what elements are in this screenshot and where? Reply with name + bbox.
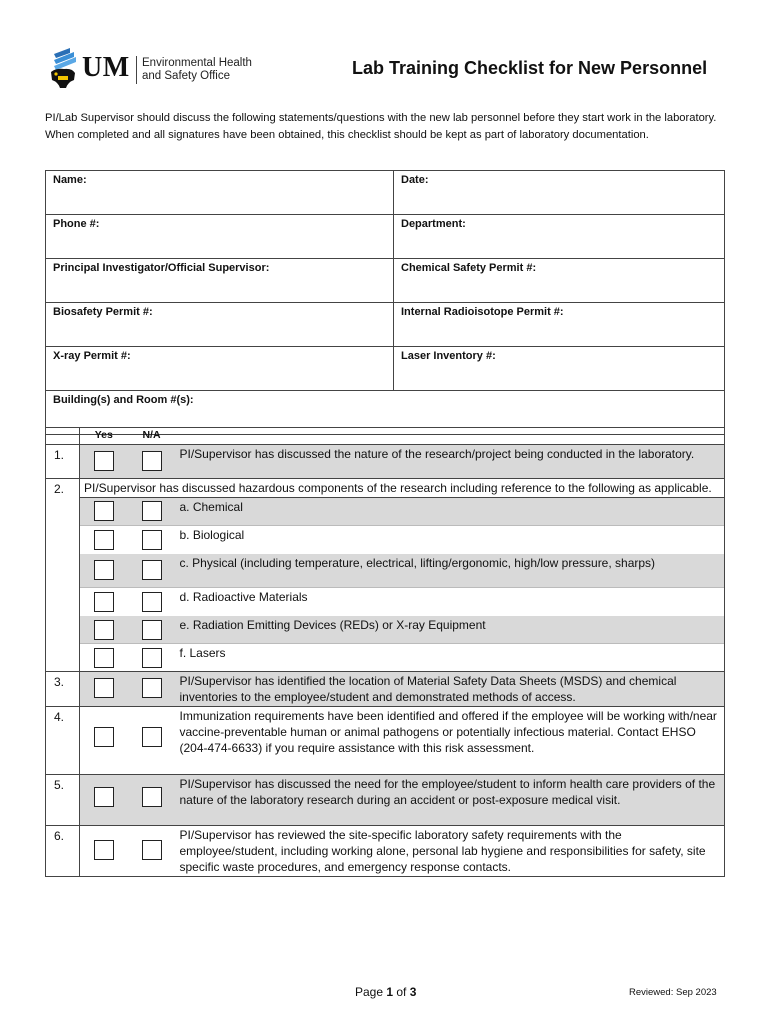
item-number: 3.: [46, 672, 80, 707]
item-number: 4.: [46, 707, 80, 775]
org-line-1: Environmental Health: [142, 57, 252, 69]
hazard-sub-item-lasers: [46, 644, 725, 672]
radioisotope-permit-field[interactable]: Internal Radioisotope Permit #:: [394, 303, 725, 347]
biological-na-checkbox[interactable]: [142, 530, 162, 550]
date-field[interactable]: Date:: [394, 171, 725, 215]
checklist-item-3: [46, 672, 725, 707]
hazard-sub-item-chemical: [46, 498, 725, 526]
item-5-na-checkbox[interactable]: [142, 787, 162, 807]
bison-shield-icon: [48, 46, 78, 92]
item-text: PI/Supervisor has reviewed the site-specific laboratory safety requirements with the employee/student, including working alone, personal lab hygiene and responsibilities for safety, site specific waste procedures, and emergency response contacts.: [176, 826, 725, 877]
checklist-item-5: [46, 775, 725, 826]
sub-item-text: b. Biological: [176, 526, 725, 554]
item-5-yes-checkbox[interactable]: [94, 787, 114, 807]
item-text: PI/Supervisor has discussed hazardous components of the research including reference to the following as applicable.: [80, 479, 725, 498]
item-6-yes-checkbox[interactable]: [94, 840, 114, 860]
item-3-na-checkbox[interactable]: [142, 678, 162, 698]
lasers-na-checkbox[interactable]: [142, 648, 162, 668]
hazard-sub-item-radioactive: [46, 588, 725, 616]
current-page: 1: [386, 985, 394, 999]
item-number: 5.: [46, 775, 80, 826]
chemical-permit-field[interactable]: Chemical Safety Permit #:: [394, 259, 725, 303]
document-title: Lab Training Checklist for New Personnel: [352, 58, 708, 78]
page-number: Page 1 of 3: [355, 985, 417, 999]
physical-na-checkbox[interactable]: [142, 560, 162, 580]
item-6-na-checkbox[interactable]: [142, 840, 162, 860]
item-text: Immunization requirements have been identified and offered if the employee will be working with/near vaccine-preventable human or animal pathogens or potentially infectious material. Contact EHSO (204-474-6633) if you require assistance with this risk assessment.: [176, 707, 725, 775]
biological-yes-checkbox[interactable]: [94, 530, 114, 550]
chemical-yes-checkbox[interactable]: [94, 501, 114, 521]
checklist-item-6: [46, 826, 725, 877]
personnel-info-table: [45, 170, 725, 435]
item-1-yes-checkbox[interactable]: [94, 451, 114, 471]
checklist-item-2: [46, 479, 725, 498]
sub-item-text: d. Radioactive Materials: [176, 588, 725, 616]
item-3-yes-checkbox[interactable]: [94, 678, 114, 698]
org-line-2: and Safety Office: [142, 70, 231, 82]
checklist-header-row: [46, 428, 725, 445]
xray-permit-field[interactable]: X-ray Permit #:: [46, 347, 394, 391]
hazard-sub-item-red-xray: [46, 616, 725, 644]
sub-item-text: f. Lasers: [176, 644, 725, 672]
laser-inventory-field[interactable]: Laser Inventory #:: [394, 347, 725, 391]
radioactive-na-checkbox[interactable]: [142, 592, 162, 612]
item-text: PI/Supervisor has discussed the nature of the research/project being conducted in the laboratory.: [176, 445, 725, 479]
reviewed-date: Reviewed: Sep 2023: [629, 987, 717, 998]
logo-wordmark: UM: [82, 52, 130, 83]
red-xray-yes-checkbox[interactable]: [94, 620, 114, 640]
checklist-item-1: [46, 445, 725, 479]
checklist-item-4: [46, 707, 725, 775]
item-4-yes-checkbox[interactable]: [94, 727, 114, 747]
item-text: PI/Supervisor has discussed the need for the employee/student to inform health care providers of the nature of the laboratory research during an accident or post-exposure medical visit.: [176, 775, 725, 826]
intro-paragraph: PI/Lab Supervisor should discuss the following statements/questions with the new lab personnel before they start work in the laboratory. When completed and all signatures have been obtained, this checklist should be kept as part of laboratory documentation.: [45, 112, 717, 141]
hazard-sub-item-physical: [46, 554, 725, 588]
training-checklist-table: [45, 427, 725, 877]
red-xray-na-checkbox[interactable]: [142, 620, 162, 640]
total-pages: 3: [409, 985, 417, 999]
chemical-na-checkbox[interactable]: [142, 501, 162, 521]
item-text: PI/Supervisor has identified the location of Material Safety Data Sheets (MSDS) and chemical inventories to the employee/student and demonstrated methods of access.: [176, 672, 725, 707]
item-1-na-checkbox[interactable]: [142, 451, 162, 471]
lasers-yes-checkbox[interactable]: [94, 648, 114, 668]
um-ehso-logo: [48, 46, 288, 92]
sub-item-text: c. Physical (including temperature, electrical, lifting/ergonomic, high/low pressure, sharps): [176, 554, 725, 588]
na-column-header: N/A: [128, 428, 176, 445]
radioactive-yes-checkbox[interactable]: [94, 592, 114, 612]
yes-column-header: Yes: [80, 428, 128, 445]
name-field[interactable]: Name:: [46, 171, 394, 215]
item-number: 2.: [46, 479, 80, 498]
physical-yes-checkbox[interactable]: [94, 560, 114, 580]
sub-item-text: e. Radiation Emitting Devices (REDs) or X-ray Equipment: [176, 616, 725, 644]
logo-divider: [136, 56, 137, 84]
item-4-na-checkbox[interactable]: [142, 727, 162, 747]
pi-supervisor-field[interactable]: Principal Investigator/Official Supervisor:: [46, 259, 394, 303]
item-number: 6.: [46, 826, 80, 877]
department-field[interactable]: Department:: [394, 215, 725, 259]
building-room-field[interactable]: Building(s) and Room #(s):: [46, 391, 725, 435]
biosafety-permit-field[interactable]: Biosafety Permit #:: [46, 303, 394, 347]
logo-org-name: [142, 57, 252, 83]
phone-field[interactable]: Phone #:: [46, 215, 394, 259]
item-number: 1.: [46, 445, 80, 479]
hazard-sub-item-biological: [46, 526, 725, 554]
sub-item-text: a. Chemical: [176, 498, 725, 526]
